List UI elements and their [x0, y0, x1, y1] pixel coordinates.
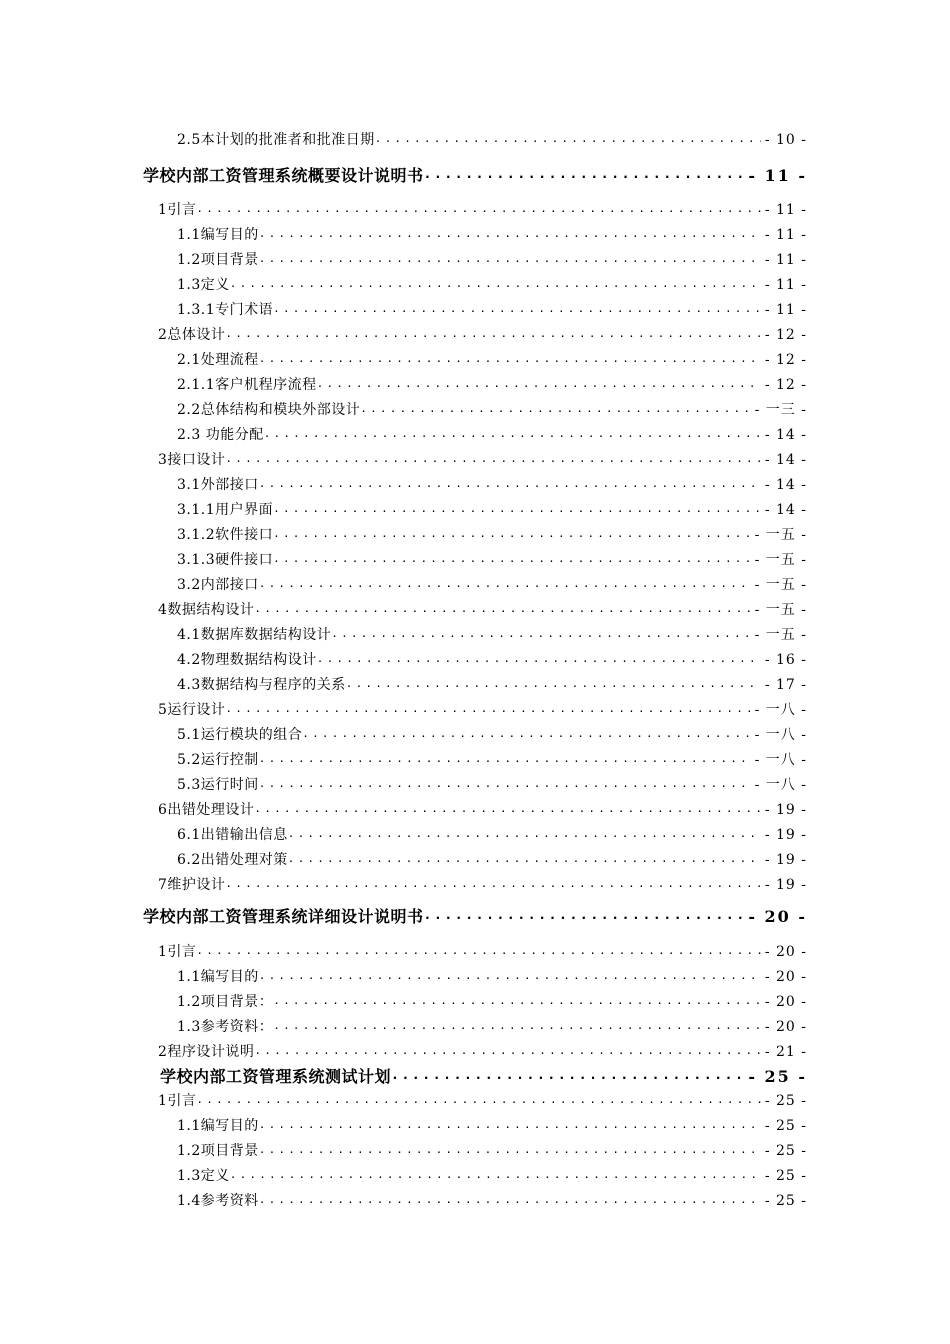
toc-entry-label: 1引言	[158, 1093, 197, 1109]
toc-entry[interactable]	[177, 845, 807, 869]
toc-entry-page: - 11 -	[748, 166, 807, 185]
toc-entry-label: 3接口设计	[158, 452, 226, 468]
toc-entry-label: 6.1出错输出信息	[177, 827, 288, 843]
toc-leader-dots	[230, 1166, 761, 1185]
toc-leader-dots	[273, 1017, 761, 1036]
toc-entry-page: - 25 -	[764, 1168, 807, 1184]
toc-leader-dots	[424, 907, 745, 926]
toc-entry-page: - 11 -	[764, 277, 807, 293]
toc-entry-label: 3.1.3硬件接口	[177, 552, 274, 568]
toc-entry-page: - 一三 -	[754, 402, 807, 418]
toc-entry-label: 1引言	[158, 944, 197, 960]
toc-entry[interactable]	[158, 937, 807, 961]
toc-entry-page: - 19 -	[764, 802, 807, 818]
toc-entry-label: 1.3定义	[177, 1168, 230, 1184]
toc-entry[interactable]	[177, 645, 807, 669]
toc-leader-dots	[225, 700, 750, 719]
toc-leader-dots	[225, 450, 760, 469]
toc-entry[interactable]	[177, 395, 807, 419]
toc-entry-label: 1.3参考资料：	[177, 1019, 274, 1035]
toc-entry-label: 学校内部工资管理系统测试计划	[160, 1067, 392, 1086]
toc-leader-dots	[259, 1116, 761, 1135]
toc-entry[interactable]	[177, 720, 807, 744]
toc-entry-page: - 20 -	[748, 907, 807, 926]
toc-entry-page: - 20 -	[764, 1019, 807, 1035]
toc-entry-page: - 一五 -	[754, 527, 807, 543]
toc-entry-label: 1.2项目背景：	[177, 994, 274, 1010]
toc-leader-dots	[259, 250, 761, 269]
toc-entry[interactable]	[177, 1136, 807, 1160]
toc-entry-label: 1.1编写目的	[177, 1118, 259, 1134]
toc-entry-page: - 11 -	[764, 302, 807, 318]
toc-leader-dots	[317, 375, 761, 394]
toc-entry[interactable]	[177, 987, 807, 1011]
toc-entry[interactable]	[158, 445, 807, 469]
toc-leader-dots	[230, 275, 761, 294]
toc-entry[interactable]	[177, 520, 807, 544]
toc-leader-dots	[259, 350, 761, 369]
toc-entry-page: - 19 -	[764, 877, 807, 893]
toc-leader-dots	[288, 850, 761, 869]
toc-entry-page: - 一八 -	[754, 702, 807, 718]
toc-entry-label: 4.2物理数据结构设计	[177, 652, 317, 668]
toc-leader-dots	[196, 200, 760, 219]
toc-leader-dots	[273, 550, 751, 569]
toc-entry-label: 2.2总体结构和模块外部设计	[177, 402, 361, 418]
toc-entry-page: - 25 -	[764, 1193, 807, 1209]
toc-entry-label: 5.2运行控制	[177, 752, 259, 768]
toc-entry-page: - 一五 -	[754, 602, 807, 618]
toc-entry-label: 3.1.2软件接口	[177, 527, 274, 543]
toc-entry-label: 5.3运行时间	[177, 777, 259, 793]
toc-entry-label: 1.4参考资料	[177, 1193, 259, 1209]
toc-entry-label: 1.3定义	[177, 277, 230, 293]
toc-entry-label: 2.1处理流程	[177, 352, 259, 368]
toc-entry-page: - 一五 -	[754, 577, 807, 593]
toc-entry-page: - 17 -	[764, 677, 807, 693]
toc-entry-page: - 25 -	[764, 1118, 807, 1134]
toc-entry-label: 6出错处理设计	[158, 802, 255, 818]
toc-entry-label: 1.2项目背景	[177, 1143, 259, 1159]
toc-entry-label: 1引言	[158, 202, 197, 218]
toc-entry[interactable]	[158, 320, 807, 344]
toc-entry[interactable]	[177, 620, 807, 644]
toc-entry[interactable]	[177, 495, 807, 519]
toc-entry-label: 2.3 功能分配	[177, 427, 264, 443]
toc-entry[interactable]	[177, 1186, 807, 1210]
toc-entry-page: - 10 -	[764, 132, 807, 148]
toc-entry-page: - 一五 -	[754, 627, 807, 643]
toc-leader-dots	[225, 875, 760, 894]
toc-leader-dots	[196, 1091, 760, 1110]
toc-entry-page: - 19 -	[764, 852, 807, 868]
toc-leader-dots	[360, 400, 750, 419]
toc-entry[interactable]	[177, 570, 807, 594]
toc-entry[interactable]	[177, 420, 807, 444]
toc-entry[interactable]	[177, 745, 807, 769]
toc-entry-page: - 21 -	[764, 1044, 807, 1060]
toc-entry-label: 3.2内部接口	[177, 577, 259, 593]
toc-entry-label: 学校内部工资管理系统详细设计说明书	[143, 907, 424, 926]
toc-entry[interactable]	[158, 595, 807, 619]
toc-leader-dots	[259, 750, 751, 769]
toc-entry-page: - 12 -	[764, 352, 807, 368]
toc-leader-dots	[259, 575, 751, 594]
toc-entry-page: - 14 -	[764, 477, 807, 493]
toc-leader-dots	[424, 166, 745, 185]
toc-entry-page: - 11 -	[764, 227, 807, 243]
toc-leader-dots	[259, 967, 761, 986]
toc-entry-page: - 一八 -	[754, 727, 807, 743]
toc-leader-dots	[331, 625, 750, 644]
toc-leader-dots	[375, 130, 761, 149]
toc-section-heading[interactable]	[160, 1058, 807, 1086]
toc-entry[interactable]	[177, 670, 807, 694]
toc-entry-label: 2.5本计划的批准者和批准日期	[177, 132, 375, 148]
toc-entry-page: - 25 -	[764, 1093, 807, 1109]
toc-entry[interactable]	[177, 245, 807, 269]
toc-leader-dots	[302, 725, 750, 744]
toc-leader-dots	[273, 525, 751, 544]
toc-entry[interactable]	[177, 220, 807, 244]
toc-entry[interactable]	[158, 795, 807, 819]
toc-entry[interactable]	[177, 270, 807, 294]
toc-entry[interactable]	[177, 820, 807, 844]
toc-entry-page: - 16 -	[764, 652, 807, 668]
toc-entry[interactable]	[158, 1086, 807, 1110]
toc-entry-label: 5.1运行模块的组合	[177, 727, 303, 743]
toc-leader-dots	[391, 1067, 744, 1086]
toc-leader-dots	[259, 1191, 761, 1210]
toc-entry[interactable]	[158, 870, 807, 894]
toc-entry-label: 1.1编写目的	[177, 969, 259, 985]
toc-leader-dots	[259, 225, 761, 244]
toc-section-heading[interactable]	[143, 898, 807, 926]
toc-entry[interactable]	[177, 545, 807, 569]
toc-entry-page: - 25 -	[764, 1143, 807, 1159]
toc-entry[interactable]	[177, 370, 807, 394]
toc-entry-label: 学校内部工资管理系统概要设计说明书	[143, 166, 424, 185]
toc-leader-dots	[317, 650, 761, 669]
toc-leader-dots	[346, 675, 761, 694]
toc-entry[interactable]	[177, 962, 807, 986]
toc-entry-label: 4数据结构设计	[158, 602, 255, 618]
toc-entry[interactable]	[158, 195, 807, 219]
toc-entry-page: - 20 -	[764, 994, 807, 1010]
toc-entry-label: 3.1.1用户界面	[177, 502, 274, 518]
toc-leader-dots	[273, 300, 761, 319]
toc-entry-page: - 11 -	[764, 252, 807, 268]
toc-entry-label: 1.3.1专门术语	[177, 302, 274, 318]
toc-leader-dots	[254, 800, 760, 819]
toc-leader-dots	[264, 425, 761, 444]
toc-entry[interactable]	[177, 1111, 807, 1135]
toc-entry-label: 2程序设计说明	[158, 1044, 255, 1060]
toc-entry[interactable]	[177, 295, 807, 319]
toc-entry-page: - 14 -	[764, 452, 807, 468]
toc-entry[interactable]	[177, 470, 807, 494]
toc-leader-dots	[288, 825, 761, 844]
toc-entry[interactable]	[177, 345, 807, 369]
toc-entry-page: - 一八 -	[754, 752, 807, 768]
toc-leader-dots	[259, 475, 761, 494]
toc-entry-page: - 12 -	[764, 327, 807, 343]
toc-entry-label: 1.2项目背景	[177, 252, 259, 268]
toc-entry-page: - 14 -	[764, 502, 807, 518]
toc-entry-label: 4.3数据结构与程序的关系	[177, 677, 346, 693]
toc-entry-page: - 11 -	[764, 202, 807, 218]
toc-entry-page: - 一八 -	[754, 777, 807, 793]
toc-leader-dots	[196, 942, 760, 961]
toc-entry-label: 4.1数据库数据结构设计	[177, 627, 332, 643]
toc-leader-dots	[259, 775, 751, 794]
toc-entry-label: 2.1.1客户机程序流程	[177, 377, 317, 393]
toc-entry-page: - 19 -	[764, 827, 807, 843]
toc-leader-dots	[225, 325, 760, 344]
toc-entry-label: 7维护设计	[158, 877, 226, 893]
toc-leader-dots	[273, 500, 761, 519]
toc-entry-page: - 14 -	[764, 427, 807, 443]
toc-entry[interactable]	[177, 1012, 807, 1036]
toc-leader-dots	[259, 1141, 761, 1160]
toc-section-heading[interactable]	[143, 157, 807, 185]
toc-entry-page: - 25 -	[748, 1067, 807, 1086]
toc-entry-label: 5运行设计	[158, 702, 226, 718]
toc-entry-page: - 一五 -	[754, 552, 807, 568]
toc-entry-label: 3.1外部接口	[177, 477, 259, 493]
toc-entry-label: 1.1编写目的	[177, 227, 259, 243]
toc-leader-dots	[273, 992, 761, 1011]
toc-entry[interactable]	[177, 125, 807, 149]
toc-entry-page: - 12 -	[764, 377, 807, 393]
toc-entry[interactable]	[158, 695, 807, 719]
toc-entry-label: 6.2出错处理对策	[177, 852, 288, 868]
toc-entry[interactable]	[177, 1161, 807, 1185]
toc-entry-page: - 20 -	[764, 969, 807, 985]
toc-leader-dots	[254, 600, 750, 619]
toc-entry[interactable]	[177, 770, 807, 794]
toc-entry-label: 2总体设计	[158, 327, 226, 343]
toc-entry-page: - 20 -	[764, 944, 807, 960]
